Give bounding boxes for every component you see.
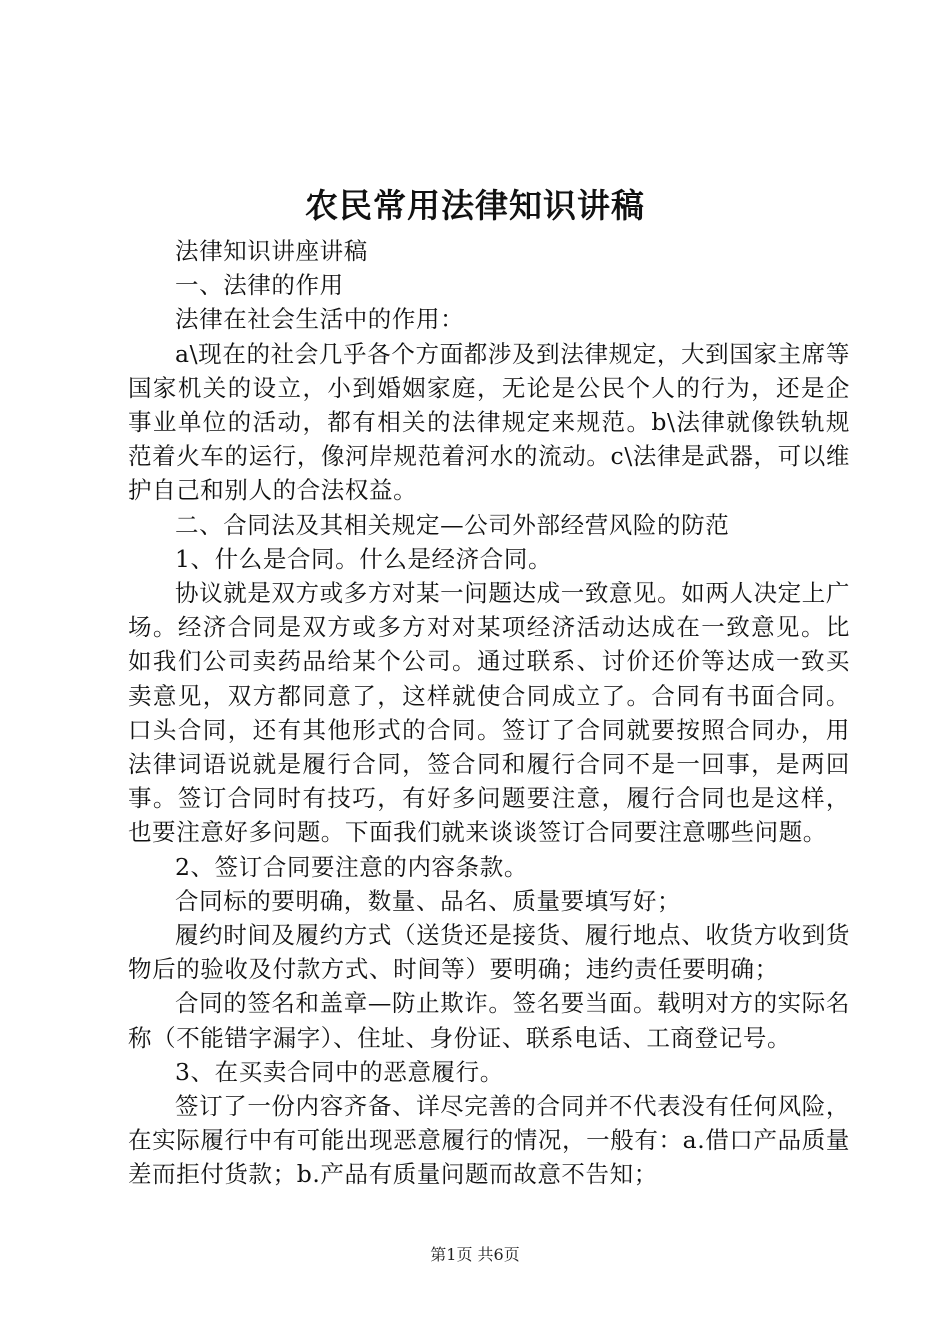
paragraph-malicious-performance: 签订了一份内容齐备、详尽完善的合同并不代表没有任何风险，在实际履行中有可能出现恶意履行的情况，一般有：a.借口产品质量差而拒付货款；b.产品有质量问题而故意不告知；	[128, 1092, 850, 1189]
paragraph-subsection-3-heading: 3、在买卖合同中的恶意履行。	[175, 1057, 504, 1086]
paragraph-section-2-heading: 二、合同法及其相关规定—公司外部经营风险的防范	[175, 510, 730, 539]
paragraph-subsection-2-heading: 2、签订合同要注意的内容条款。	[175, 852, 528, 881]
paragraph-section-1-heading: 一、法律的作用	[175, 271, 344, 300]
page-number-footer: 第1页 共6页	[430, 1245, 520, 1264]
paragraph-signature-seal: 合同的签名和盖章—防止欺诈。签名要当面。载明对方的实际名称（不能错字漏字）、住址、身份证、联系电话、工商登记号。	[128, 989, 850, 1052]
paragraph-lecture-heading: 法律知识讲座讲稿	[175, 237, 368, 265]
paragraph-law-role-details: a\现在的社会几乎各个方面都涉及到法律规定，大到国家主席等国家机关的设立，小到婚姻家庭，无论是公民个人的行为，还是企事业单位的活动，都有相关的法律规定来规范。b\法律就像铁轨规范着火车的运行，像河岸规范着河水的流动。c\法律是武器，可以维护自己和别人的合法权益。	[128, 339, 850, 505]
document-body	[128, 234, 850, 1192]
paragraph-law-role-intro: 法律在社会生活中的作用：	[175, 305, 465, 334]
paragraph-contract-subject: 合同标的要明确，数量、品名、质量要填写好；	[175, 886, 682, 915]
document-title: 农民常用法律知识讲稿	[305, 186, 645, 225]
paragraph-contract-definition: 协议就是双方或多方对某一问题达成一致意见。如两人决定上广场。经济合同是双方或多方对对某项经济活动达成在一致意见。比如我们公司卖药品给某个公司。通过联系、讨价还价等达成一致买卖意见，双方都同意了，这样就使合同成立了。合同有书面合同。口头合同，还有其他形式的合同。签订了合同就要按照合同办，用法律词语说就是履行合同，签合同和履行合同不是一回事，是两回事。签订合同时有技巧，有好多问题要注意，履行合同也是这样，也要注意好多问题。下面我们就来谈谈签订合同要注意哪些问题。	[128, 579, 850, 847]
paragraph-subsection-1-heading: 1、什么是合同。什么是经济合同。	[175, 544, 553, 573]
paragraph-performance-terms: 履约时间及履约方式（送货还是接货、履行地点、收货方收到货物后的验收及付款方式、时间等）要明确；违约责任要明确；	[128, 921, 850, 984]
